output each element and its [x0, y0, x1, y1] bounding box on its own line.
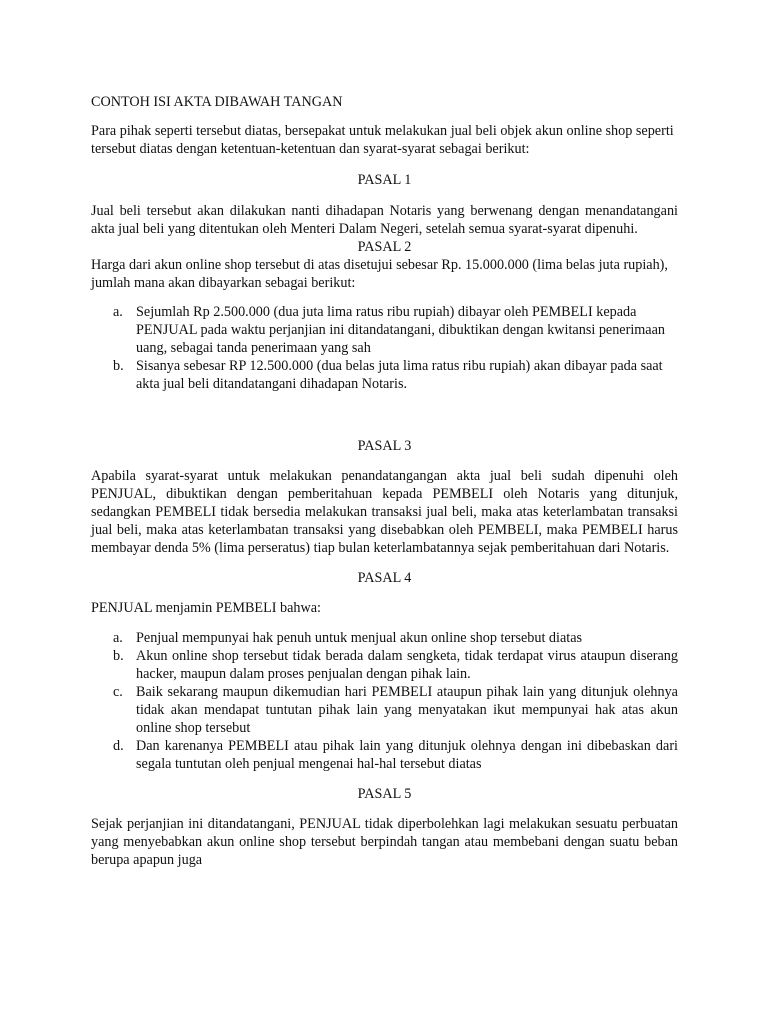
list-item-text: Akun online shop tersebut tidak berada dalam sengketa, tidak terdapat virus ataupun diserang hacker, maupun dalam proses penjualan dengan pihak lain.: [136, 648, 678, 682]
list-item-text: Sejumlah Rp 2.500.000 (dua juta lima ratus ribu rupiah) dibayar oleh PEMBELI kepada PENJUAL pada waktu perjanjian ini ditandatangani, dibuktikan dengan kwitansi penerimaan uang, sebagai tanda penerimaan yang sah: [136, 304, 665, 356]
list-item: [91, 683, 678, 737]
list-marker: b.: [113, 648, 124, 664]
list-item: [91, 303, 678, 357]
pasal-5-text: Sejak perjanjian ini ditandatangani, PENJUAL tidak diperbolehkan lagi melakukan sesuatu perbuatan yang menyebabkan akun online shop tersebut berpindah tangan atau membebani dengan suatu beban berupa apapun juga: [91, 816, 678, 868]
pasal-2-heading: PASAL 2: [357, 239, 412, 255]
pasal-4-list: [91, 629, 678, 773]
list-marker: a.: [113, 304, 123, 320]
pasal-2-list: [91, 303, 678, 393]
pasal-5-heading: PASAL 5: [357, 786, 412, 802]
list-marker: c.: [113, 684, 123, 700]
pasal-4-heading: PASAL 4: [357, 570, 412, 586]
list-item: [91, 737, 678, 773]
pasal-3-heading: PASAL 3: [357, 438, 412, 454]
list-item-text: Sisanya sebesar RP 12.500.000 (dua belas juta lima ratus ribu rupiah) akan dibayar pada saat akta jual beli ditandatangani dihadapan Notaris.: [136, 358, 663, 392]
pasal-3-text: Apabila syarat-syarat untuk melakukan penandatangangan akta jual beli sudah dipenuhi oleh PENJUAL, dibuktikan dengan pemberitahuan kepada PEMBELI oleh Notaris yang ditunjuk, sedangkan PEMBELI tidak bersedia melakukan transaksi jual beli, maka atas keterlambatan transaksi jual beli, maka atas keterlambatan transaksi yang disebabkan oleh PEMBELI, maka PEMBELI harus membayar denda 5% (lima perseratus) tiap bulan keterlambatannya sejak pemberitahuan dari Notaris.: [91, 468, 678, 556]
pasal-4-text: PENJUAL menjamin PEMBELI bahwa:: [91, 600, 321, 616]
list-item-text: Penjual mempunyai hak penuh untuk menjual akun online shop tersebut diatas: [136, 630, 583, 646]
list-item: [91, 357, 678, 393]
list-item: [91, 647, 678, 683]
pasal-2-text: Harga dari akun online shop tersebut di atas disetujui sebesar Rp. 15.000.000 (lima belas juta rupiah), jumlah mana akan dibayarkan sebagai berikut:: [91, 257, 668, 291]
document-page: [91, 93, 678, 869]
pasal-1-heading: PASAL 1: [357, 172, 412, 188]
list-marker: b.: [113, 358, 124, 374]
list-item: [91, 629, 678, 647]
list-item-text: Baik sekarang maupun dikemudian hari PEMBELI ataupun pihak lain yang ditunjuk olehnya tidak akan mendapat tuntutan pihak lain yang menyatakan ikut mempunyai hak atas akun online shop tersebut: [136, 684, 678, 736]
list-marker: d.: [113, 738, 124, 754]
list-item-text: Dan karenanya PEMBELI atau pihak lain yang ditunjuk olehnya dengan ini dibebaskan dari segala tuntutan oleh penjual mengenai hal-hal tersebut diatas: [136, 738, 678, 772]
list-marker: a.: [113, 630, 123, 646]
intro-paragraph: Para pihak seperti tersebut diatas, bersepakat untuk melakukan jual beli objek akun online shop seperti tersebut diatas dengan ketentuan-ketentuan dan syarat-syarat sebagai berikut:: [91, 123, 674, 157]
pasal-1-text: Jual beli tersebut akan dilakukan nanti dihadapan Notaris yang berwenang dengan menandatangani akta jual beli yang ditentukan oleh Menteri Dalam Negeri, setelah semua syarat-syarat dipenuhi.: [91, 203, 678, 237]
document-title: CONTOH ISI AKTA DIBAWAH TANGAN: [91, 94, 343, 110]
